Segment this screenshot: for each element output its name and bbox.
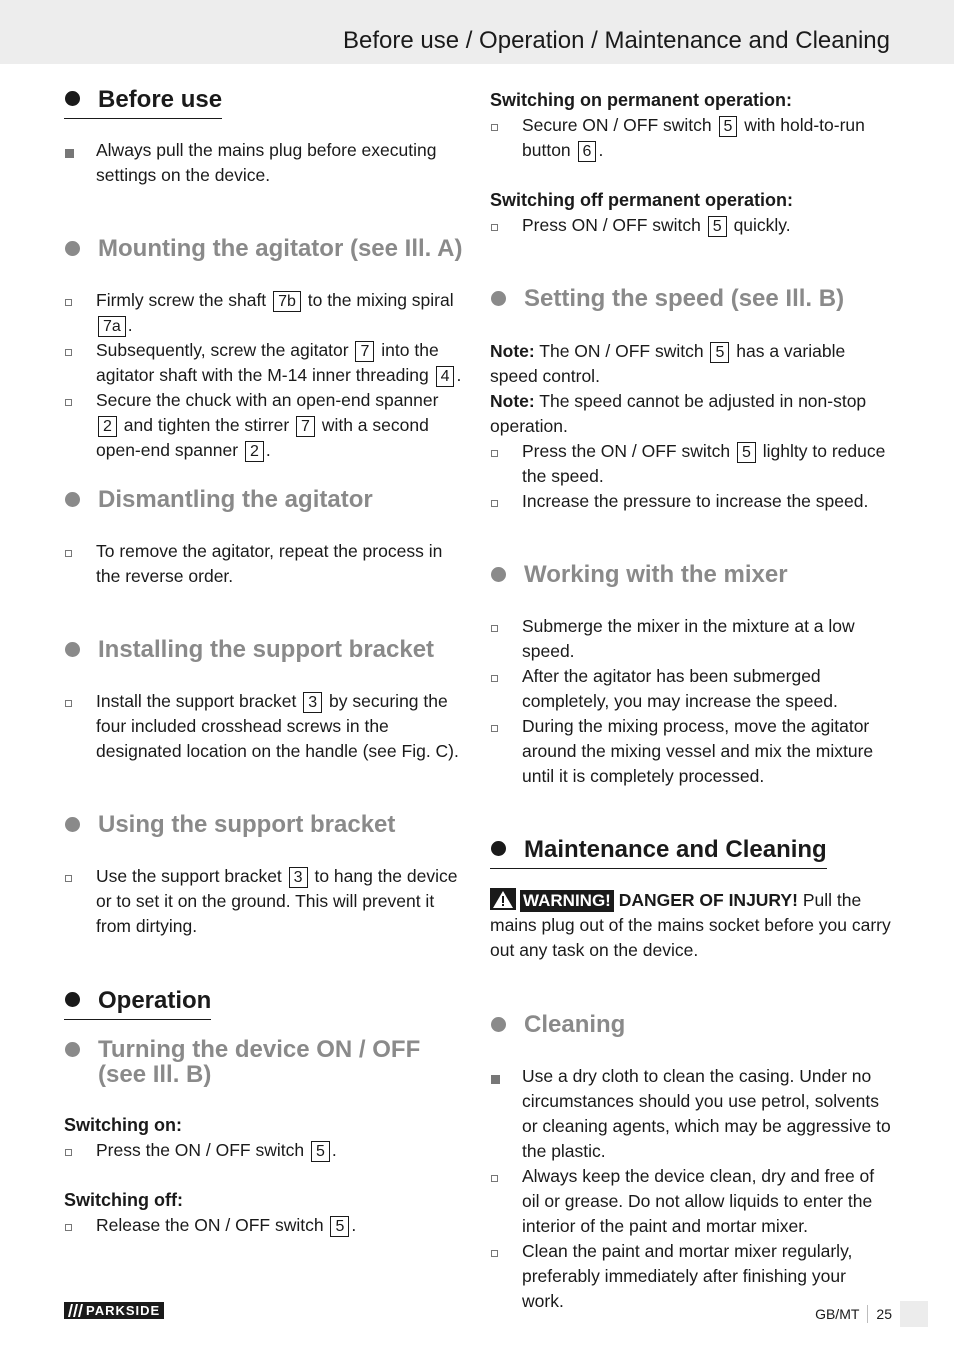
switching-off-label: Switching off: — [64, 1190, 183, 1210]
square-bullet-icon — [491, 124, 498, 131]
logo-text: PARKSIDE — [84, 1302, 164, 1319]
heading-bullet-icon — [65, 642, 80, 657]
list-item: Increase the pressure to increase the speed. — [490, 489, 892, 514]
part-ref: 5 — [737, 442, 756, 463]
list-item: Secure the chuck with an open-end spanner 2 and tighten the stirrer 7 with a second open-end spanner 2 . — [64, 388, 464, 463]
heading-speed: Setting the speed (see Ill. B) — [490, 286, 892, 311]
page-header-title: Before use / Operation / Maintenance and Cleaning — [342, 27, 890, 54]
heading-working: Working with the mixer — [490, 562, 892, 587]
heading-bullet-icon — [491, 291, 506, 306]
filled-square-bullet-icon — [65, 149, 74, 158]
heading-operation: Operation — [64, 987, 211, 1020]
speed-body — [490, 339, 892, 514]
before-use-list — [64, 138, 464, 188]
square-bullet-icon — [65, 1224, 72, 1231]
working-list — [490, 614, 892, 789]
heading-bullet-icon — [65, 817, 80, 832]
list-item: Subsequently, screw the agitator 7 into the agitator shaft with the M-14 inner threading 4 . — [64, 338, 464, 388]
list-item: Press the ON / OFF switch 5 . — [64, 1138, 464, 1163]
footer-divider — [867, 1305, 868, 1323]
cleaning-list — [490, 1064, 892, 1314]
square-bullet-icon — [491, 224, 498, 231]
warning-block — [490, 888, 892, 963]
switching-on-label: Switching on: — [64, 1115, 182, 1135]
warning-triangle-icon — [490, 888, 516, 910]
list-item: Submerge the mixer in the mixture at a low speed. — [490, 614, 892, 664]
part-ref: 5 — [719, 116, 738, 137]
list-item: Press the ON / OFF switch 5 lighlty to reduce the speed. — [490, 439, 892, 489]
switching-on-block — [64, 1113, 464, 1163]
list-item: Clean the paint and mortar mixer regularly, preferably immediately after finishing your work. — [490, 1239, 892, 1314]
section-installing — [64, 637, 464, 662]
perm-on-block — [490, 88, 892, 163]
square-bullet-icon — [65, 550, 72, 557]
part-ref: 7a — [98, 316, 126, 337]
square-bullet-icon — [491, 450, 498, 457]
perm-off-label: Switching off permanent operation: — [490, 190, 794, 210]
heading-bullet-icon — [491, 841, 506, 856]
heading-mounting: Mounting the agitator (see Ill. A) — [64, 236, 464, 261]
list-item: Always keep the device clean, dry and free of oil or grease. Do not allow liquids to enter the interior of the paint and mortar mixer. — [490, 1164, 892, 1239]
section-turning — [64, 1037, 464, 1087]
section-working — [490, 562, 892, 587]
square-bullet-icon — [491, 625, 498, 632]
locale-label: GB/MT — [815, 1306, 860, 1322]
square-bullet-icon — [491, 675, 498, 682]
mounting-list — [64, 288, 464, 463]
heading-bullet-icon — [491, 1017, 506, 1032]
part-ref: 5 — [708, 216, 727, 237]
section-speed — [490, 286, 892, 311]
section-mounting — [64, 236, 464, 261]
warning-title: DANGER OF INJURY! — [618, 890, 798, 910]
using-list — [64, 864, 464, 939]
parkside-logo — [64, 1302, 164, 1319]
perm-off-block — [490, 188, 892, 238]
square-bullet-icon — [65, 1149, 72, 1156]
section-using — [64, 812, 464, 837]
part-ref: 5 — [311, 1141, 330, 1162]
warning-badge: WARNING! — [520, 890, 614, 912]
perm-on-label: Switching on permanent operation: — [490, 90, 793, 110]
installing-list — [64, 689, 464, 764]
section-before-use — [64, 86, 464, 119]
heading-turning: Turning the device ON / OFF (see Ill. B) — [64, 1037, 464, 1087]
square-bullet-icon — [65, 700, 72, 707]
heading-bullet-icon — [65, 1042, 80, 1057]
heading-bullet-icon — [65, 492, 80, 507]
heading-bullet-icon — [65, 992, 80, 1007]
part-ref: 2 — [98, 416, 117, 437]
dismantling-list — [64, 539, 464, 589]
square-bullet-icon — [491, 500, 498, 507]
footer-tab — [900, 1301, 928, 1327]
part-ref: 5 — [710, 342, 729, 363]
page-number: 25 — [876, 1306, 892, 1322]
switching-off-block — [64, 1188, 464, 1238]
section-operation — [64, 987, 464, 1020]
footer-meta — [815, 1305, 892, 1323]
warning-text: Pull the mains plug out of the mains socket before you carry out any task on the device. — [490, 890, 891, 960]
part-ref: 3 — [289, 867, 308, 888]
list-item: Secure ON / OFF switch 5 with hold-to-run button 6 . — [490, 113, 892, 163]
list-item: Use a dry cloth to clean the casing. Under no circumstances should you use petrol, solvents or cleaning agents, which may be aggressive to the plastic. — [490, 1064, 892, 1164]
square-bullet-icon — [65, 349, 72, 356]
heading-maintenance: Maintenance and Cleaning — [490, 836, 827, 869]
list-item: Press ON / OFF switch 5 quickly. — [490, 213, 892, 238]
square-bullet-icon — [491, 1250, 498, 1257]
section-dismantling — [64, 487, 464, 512]
list-item: After the agitator has been submerged completely, you may increase the speed. — [490, 664, 892, 714]
logo-stripes-icon — [64, 1302, 84, 1319]
part-ref: 5 — [330, 1216, 349, 1237]
part-ref: 7 — [355, 341, 374, 362]
section-cleaning — [490, 1012, 892, 1037]
list-item: To remove the agitator, repeat the process in the reverse order. — [64, 539, 464, 589]
list-item: Firmly screw the shaft 7b to the mixing spiral 7a . — [64, 288, 464, 338]
heading-before-use: Before use — [64, 86, 222, 119]
list-item: Use the support bracket 3 to hang the device or to set it on the ground. This will prevent it from dirtying. — [64, 864, 464, 939]
heading-bullet-icon — [65, 241, 80, 256]
square-bullet-icon — [65, 875, 72, 882]
heading-installing: Installing the support bracket — [64, 637, 464, 662]
square-bullet-icon — [491, 725, 498, 732]
heading-using: Using the support bracket — [64, 812, 464, 837]
list-item: Release the ON / OFF switch 5 . — [64, 1213, 464, 1238]
list-item: During the mixing process, move the agitator around the mixing vessel and mix the mixture until it is completely processed. — [490, 714, 892, 789]
part-ref: 3 — [303, 692, 322, 713]
heading-dismantling: Dismantling the agitator — [64, 487, 464, 512]
heading-bullet-icon — [491, 567, 506, 582]
heading-cleaning: Cleaning — [490, 1012, 892, 1037]
part-ref: 7b — [273, 291, 301, 312]
square-bullet-icon — [491, 1175, 498, 1182]
filled-square-bullet-icon — [491, 1075, 500, 1084]
part-ref: 7 — [296, 416, 315, 437]
list-item: Install the support bracket 3 by securing the four included crosshead screws in the designated location on the handle (see Fig. C). — [64, 689, 464, 764]
square-bullet-icon — [65, 299, 72, 306]
list-item: Always pull the mains plug before executing settings on the device. — [64, 138, 464, 188]
part-ref: 4 — [436, 366, 455, 387]
section-maintenance — [490, 836, 892, 869]
part-ref: 6 — [578, 141, 597, 162]
note-2: Note: The speed cannot be adjusted in non-stop operation. — [490, 391, 867, 436]
heading-bullet-icon — [65, 91, 80, 106]
part-ref: 2 — [245, 441, 264, 462]
note-1: Note: The ON / OFF switch 5 has a variable speed control. — [490, 341, 846, 386]
square-bullet-icon — [65, 399, 72, 406]
